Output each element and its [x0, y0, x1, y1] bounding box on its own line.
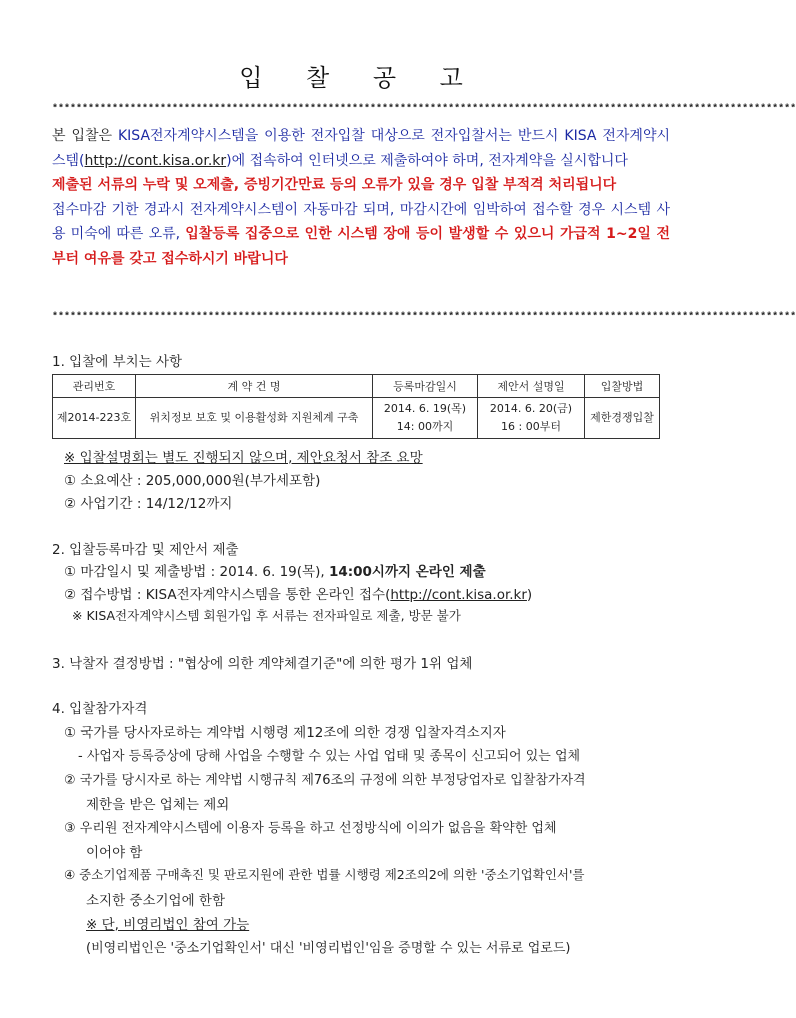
table-header-cell: 관리번호: [53, 375, 136, 398]
cell-method: 제한경쟁입찰: [585, 398, 660, 439]
section-2-item-1: [64, 560, 486, 580]
section-4-heading: 4. 입찰참가자격: [52, 701, 148, 717]
section-4-item-4-note: ※ 단, 비영리법인 참여 가능: [86, 917, 250, 933]
cell-deadline-time: 14: 00까지: [396, 420, 454, 433]
intro-paragraph-2: 제출된 서류의 누락 및 오제출, 증빙기간만료 등의 오류가 있을 경우 입찰 부적격 처리됩니다: [52, 177, 617, 194]
section-4-item-3-line-1: ③ 우리원 전자계약시스템에 이용자 등록을 하고 선정방식에 이의가 없음을 확약한 업체: [64, 821, 557, 836]
section-4-item-2-line-1: ② 국가를 당시자로 하는 계약법 시행규칙 제76조의 규정에 의한 부정당업자로 입찰참가자격: [64, 773, 586, 788]
section-4-item-3-line-2: 이어야 함: [86, 845, 143, 861]
intro-paragraph-1: [52, 124, 670, 173]
section-2-item-2-link[interactable]: http://cont.kisa.or.kr: [390, 587, 527, 603]
section-2-item-1-text: ① 마감일시 및 제출방법 : 2014. 6. 19(목),: [64, 564, 329, 580]
section-4-item-4-line-2: 소지한 중소기업에 한함: [86, 893, 225, 909]
bid-info-table: [52, 374, 660, 439]
intro-p1-tail: )에 접속하여 인터넷으로 제출하여야 하며, 전자계약을 실시합니다: [226, 152, 628, 169]
page-title: 입 찰 공 고: [239, 64, 481, 92]
section-2-heading: 2. 입찰등록마감 및 제안서 제출: [52, 542, 239, 558]
intro-p1-body: KISA전자계약시스템을 이용한 전자입찰 대상으로 전자입찰서는 반드시 KISA 전자계약시스템(: [52, 128, 670, 169]
divider-top: ****************************************************************************************************************************: [52, 104, 796, 115]
cell-briefing-date: 2014. 6. 20(금): [489, 402, 573, 415]
section-3-heading: 3. 낙찰자 결정방법 : "협상에 의한 계약체결기준"에 의한 평가 1위 업체: [52, 656, 473, 672]
section-2-item-2-text: ② 접수방법 : KISA전자계약시스템을 통한 온라인 접수(: [64, 587, 391, 603]
section-1-heading: 1. 입찰에 부치는 사항: [52, 354, 183, 370]
intro-notice: [52, 124, 670, 272]
table-header-cell: 계 약 건 명: [136, 375, 373, 398]
table-row: [53, 398, 660, 439]
intro-p1-lead: 본 입찰은: [52, 128, 118, 144]
section-4-item-4-note-2: (비영리법인은 '중소기업확인서' 대신 '비영리법인'임을 증명할 수 있는 서류로 업로드): [86, 941, 571, 956]
intro-p1-link[interactable]: http://cont.kisa.or.kr: [84, 152, 227, 169]
section-1-note: ※ 입찰설명회는 별도 진행되지 않으며, 제안요청서 참조 요망: [64, 450, 423, 466]
cell-deadline-date: 2014. 6. 19(목): [383, 402, 467, 415]
intro-p3-body: 접수마감 기한 경과시 전자계약시스템이 자동마감 되며, 마감시간에 임박하여 접수할 경우 시스템 사용 미숙에 따른 오류,: [52, 201, 670, 243]
section-2-item-1-deadline: 14:00시까지 온라인 제출: [328, 564, 486, 580]
section-1-budget: ① 소요예산 : 205,000,000원(부가세포함): [64, 473, 321, 489]
intro-p3-warning: 입찰등록 집중으로 인한 시스템 장애 등이 발생할 수 있으니 가급적 1~2일 전부터 여유를 갖고 접수하시기 바랍니다: [52, 226, 670, 267]
table-header-cell: 제안서 설명일: [478, 375, 585, 398]
cell-briefing-time: 16 : 00부터: [501, 420, 561, 433]
intro-paragraph-3: [52, 198, 670, 272]
cell-deadline: [373, 398, 478, 439]
section-4-item-4-line-1: ④ 중소기업제품 구매촉진 및 판로지원에 관한 법률 시행령 제2조의2에 의한 '중소기업확인서'를: [64, 867, 585, 882]
divider-bottom: ****************************************************************************************************************************: [52, 312, 796, 323]
cell-name: 위치정보 보호 및 이용활성화 지원체계 구축: [136, 398, 373, 439]
section-1-period: ② 사업기간 : 14/12/12까지: [64, 496, 233, 512]
section-2-note: ※ KISA전자계약시스템 회원가입 후 서류는 전자파일로 제출, 방문 불가: [72, 608, 461, 623]
cell-id: 제2014-223호: [53, 398, 136, 439]
cell-briefing: [478, 398, 585, 439]
section-4-item-1-sub: - 사업자 등록증상에 당해 사업을 수행할 수 있는 사업 업태 및 종목이 신고되어 있는 업체: [78, 749, 581, 764]
table-header-cell: 등록마감일시: [373, 375, 478, 398]
section-4-item-2-line-2: 제한을 받은 업체는 제외: [86, 797, 230, 813]
table-header-row: [53, 375, 660, 398]
table-header-cell: 입찰방법: [585, 375, 660, 398]
section-2-item-2-close: ): [526, 587, 533, 603]
section-2-item-2: [64, 583, 532, 603]
section-4-item-1: ① 국가를 당사자로하는 계약법 시행령 제12조에 의한 경쟁 입찰자격소지자: [64, 725, 506, 741]
